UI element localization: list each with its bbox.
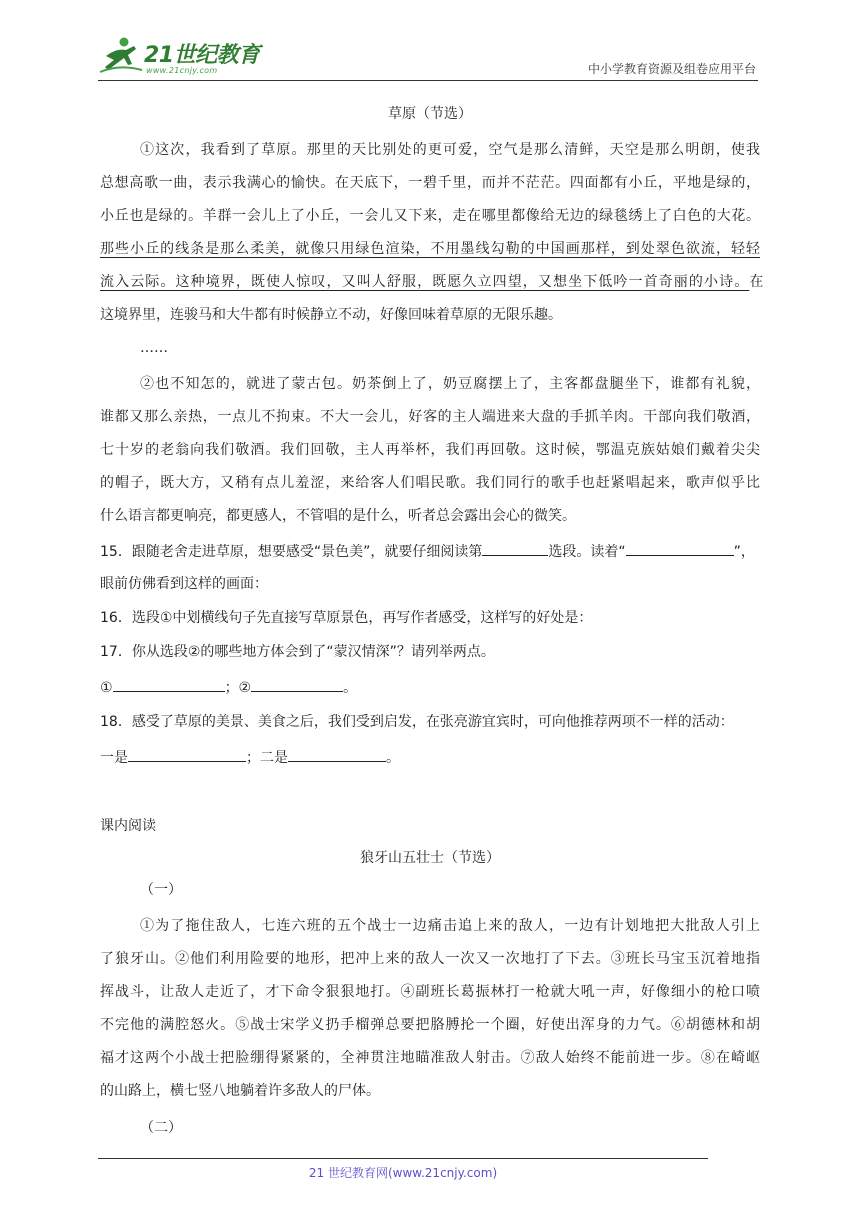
answer-blank[interactable] — [626, 540, 734, 556]
site-logo — [98, 34, 268, 78]
paragraph-line: 不完他的满腔怒火。⑤战士宋学义扔手榴弹总要把胳膊抡一个圈，好使出浑身的力气。⑥胡德林和胡 — [100, 1017, 760, 1033]
question-15-line2: 眼前仿佛看到这样的画面： — [100, 576, 268, 592]
logo-url: www.21cnjy.com — [146, 66, 218, 75]
paragraph-line: 总想高歌一曲，表示我满心的愉快。在天底下，一碧千里，而并不茫茫。四面都有小丘，平地是绿的， — [100, 175, 760, 191]
part-label: （二） — [140, 1120, 182, 1136]
paragraph-line: ②也不知怎的，就进了蒙古包。奶茶倒上了，奶豆腐摆上了，主客都盘腿坐下，谁都有礼貌， — [140, 376, 760, 392]
paragraph-line: 的帽子，既大方，又稍有点儿羞涩，来给客人们唱民歌。我们同行的歌手也赶紧唱起来，歌声似乎比 — [100, 475, 760, 491]
passage-title: 草原（节选） — [388, 106, 472, 122]
paragraph-line: ①这次，我看到了草原。那里的天比别处的更可爱，空气是那么清鲜，天空是那么明朗，使我 — [140, 142, 760, 158]
answer-blank[interactable] — [113, 676, 225, 692]
underlined-sentence-line-end: 流入云际。这种境界，既使人惊叹，又叫人舒服，既愿久立四望，又想坐下低吟一首奇丽的小诗。在 — [100, 274, 764, 290]
paragraph-line: 小丘也是绿的。羊群一会儿上了小丘，一会儿又下来，走在哪里都像给无边的绿毯绣上了白色的大花。 — [100, 208, 760, 224]
logo-title: 21世纪教育 — [144, 43, 260, 68]
passage-title: 狼牙山五壮士（节选） — [360, 850, 500, 866]
paragraph-line: 七十岁的老翁向我们敬酒。我们回敬，主人再举杯，我们再回敬。这时候，鄂温克族姑娘们戴着尖尖 — [100, 442, 760, 458]
question-18: 18．感受了草原的美景、美食之后，我们受到启发，在张亮游宜宾时，可向他推荐两项不一样的活动： — [100, 714, 734, 730]
footer-divider — [98, 1158, 708, 1159]
part-label: （一） — [140, 882, 182, 898]
runner-logo-icon — [98, 34, 144, 78]
underlined-sentence-line: 那些小丘的线条是那么柔美，就像只用绿色渲染，不用墨线勾勒的中国画那样，到处翠色欲流，轻轻 — [100, 241, 760, 257]
paragraph-line: 这境界里，连骏马和大牛都有时候静立不动，好像回味着草原的无限乐趣。 — [100, 307, 562, 323]
question-16: 16．选段①中划横线句子先直接写草原景色，再写作者感受，这样写的好处是： — [100, 610, 593, 626]
paragraph-line: 了狼牙山。②他们利用险要的地形，把冲上来的敌人一次又一次地打了下去。③班长马宝玉沉着地指 — [100, 951, 760, 967]
ellipsis: …… — [140, 340, 168, 356]
paragraph-line: ①为了拖住敌人，七连六班的五个战士一边痛击追上来的敌人，一边有计划地把大批敌人引上 — [140, 918, 760, 934]
paragraph-line: 什么语言都更响亮，都更感人，不管唱的是什么，听者总会露出会心的微笑。 — [100, 508, 576, 524]
answer-blank[interactable] — [288, 746, 386, 762]
answer-blank[interactable] — [128, 746, 246, 762]
answer-blank[interactable] — [251, 676, 343, 692]
answer-blank[interactable] — [482, 540, 548, 556]
question-15: 15．跟随老舍走进草原，想要感受“景色美”，就要仔细阅读第 选段。读着“ ”， — [100, 540, 760, 562]
question-18-answers: 一是 ；二是 。 — [100, 746, 760, 768]
section-label: 课内阅读 — [100, 818, 156, 834]
paragraph-line: 谁都又那么亲热，一点儿不拘束。不大一会儿，好客的主人端进来大盘的手抓羊肉。干部向我们敬酒， — [100, 409, 760, 425]
page-header — [98, 30, 758, 81]
paragraph-line: 福才这两个小战士把脸绷得紧紧的，全神贯注地瞄准敌人射击。⑦敌人始终不能前进一步。⑧在崎岖 — [100, 1050, 760, 1066]
paragraph-line: 挥战斗，让敌人走近了，才下命令狠狠地打。④副班长葛振林打一枪就大吼一声，好像细小的枪口喷 — [100, 984, 760, 1000]
question-17-answers: ① ；② 。 — [100, 676, 760, 698]
page-footer[interactable]: 21 世纪教育网(www.21cnjy.com) — [308, 1166, 498, 1180]
platform-name: 中小学教育资源及组卷应用平台 — [587, 62, 756, 76]
paragraph-line: 的山路上，横七竖八地躺着许多敌人的尸体。 — [100, 1083, 380, 1099]
question-17: 17．你从选段②的哪些地方体会到了“蒙汉情深”？请列举两点。 — [100, 644, 495, 660]
